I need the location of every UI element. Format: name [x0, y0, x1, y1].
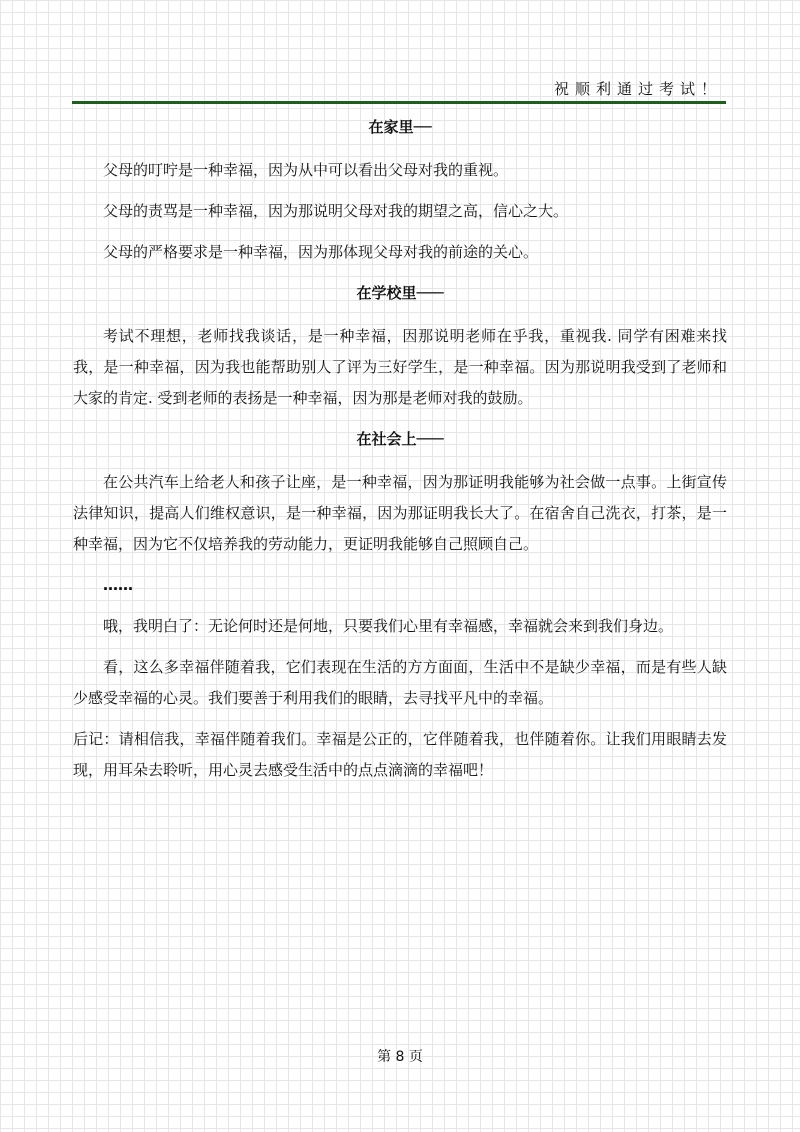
- paragraph: 父母的叮咛是一种幸福，因为从中可以看出父母对我的重视。: [103, 161, 509, 179]
- header-rule: [72, 101, 726, 104]
- paragraph: 在公共汽车上给老人和孩子让座，是一种幸福，因为那证明我能够为社会做一点事。上街宣传法律知识，提高人们维权意识，是一种幸福，因为那证明我长大了。在宿舍自己洗衣，打茶，是一种幸福，因为它不仅培养我的劳动能力，更证明我能够自己照顾自己。: [73, 473, 727, 553]
- closing-section: [73, 570, 727, 786]
- page-header: 祝顺利通过考试！: [553, 80, 722, 98]
- paragraph: 看，这么多幸福伴随着我，它们表现在生活的方方面面，生活中不是缺少幸福，而是有些人缺少感受幸福的心灵。我们要善于利用我们的眼睛，去寻找平凡中的幸福。: [73, 658, 727, 707]
- section-heading: 在家里──: [368, 118, 432, 136]
- document-body: [73, 112, 727, 796]
- section-society: [73, 424, 727, 560]
- paragraph: 哦，我明白了：无论何时还是何地，只要我们心里有幸福感，幸福就会来到我们身边。: [103, 617, 674, 635]
- paragraph: 父母的责骂是一种幸福，因为那说明父母对我的期望之高，信心之大。: [103, 202, 569, 220]
- page-number: 第 8 页: [377, 1049, 423, 1065]
- postscript: 后记：请相信我，幸福伴随着我们。幸福是公正的，它伴随着我，也伴随着你。让我们用眼睛去发现，用耳朵去聆听，用心灵去感受生活中的点点滴滴的幸福吧！: [73, 730, 727, 779]
- ellipsis-line: ……: [103, 576, 133, 594]
- section-school: [73, 278, 727, 414]
- section-heading: 在社会上───: [356, 430, 444, 448]
- section-home: [73, 112, 727, 268]
- paragraph: 父母的严格要求是一种幸福，因为那体现父母对我的前途的关心。: [103, 243, 539, 261]
- paragraph: 考试不理想，老师找我谈话，是一种幸福，因那说明老师在乎我，重视我. 同学有困难来找我，是一种幸福，因为我也能帮助别人了评为三好学生，是一种幸福。因为那说明我受到了老师和大家的肯定. 受到老师的表扬是一种幸福，因为那是老师对我的鼓励。: [73, 327, 727, 407]
- section-heading: 在学校里───: [356, 284, 444, 302]
